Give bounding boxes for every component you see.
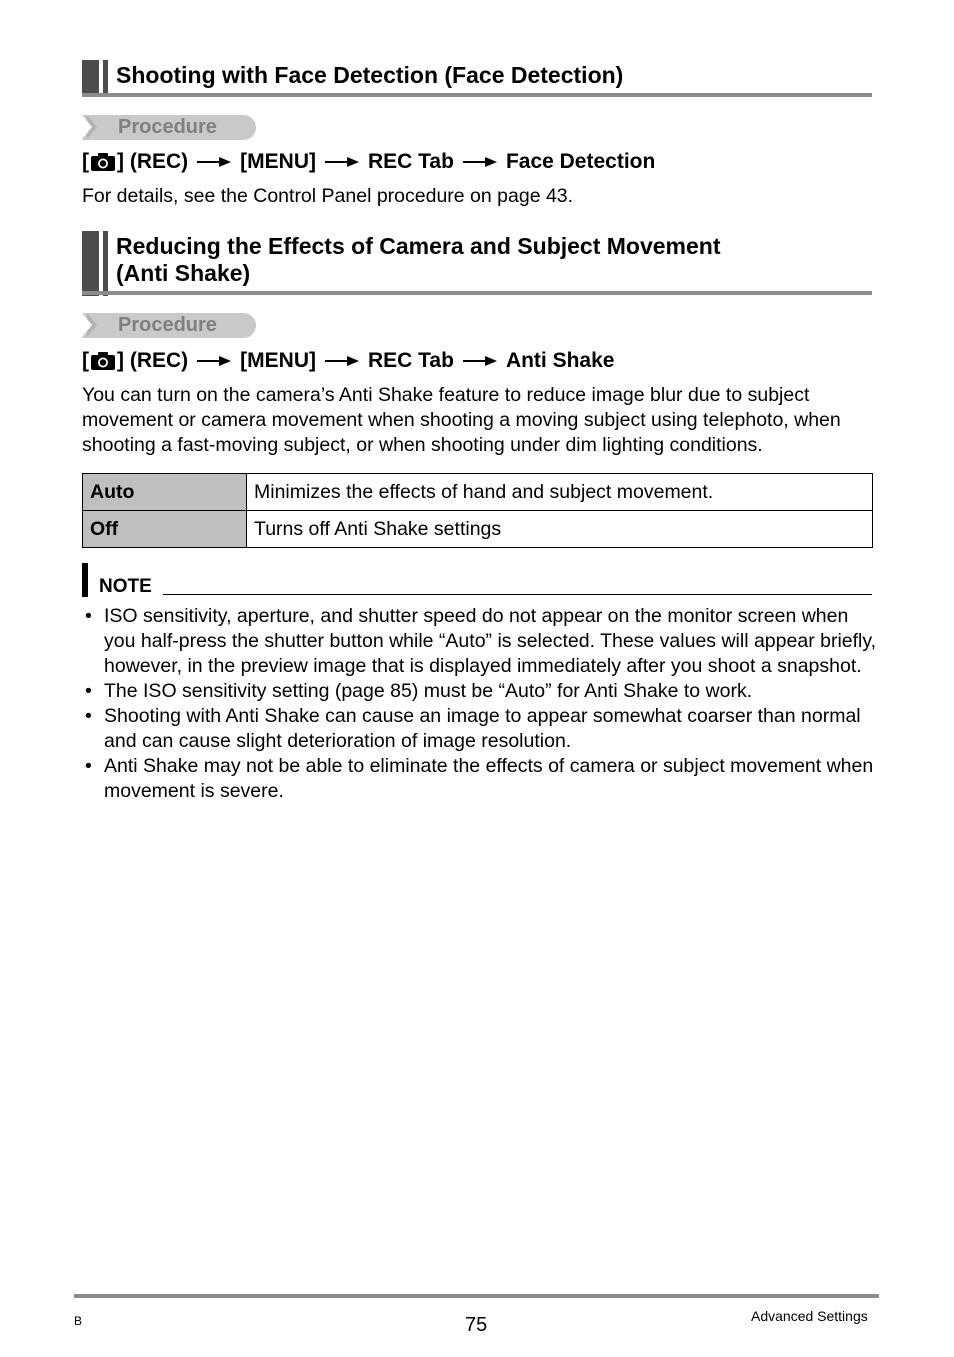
menu-item-label: Anti Shake <box>505 349 615 372</box>
options-table <box>82 473 873 548</box>
arrow-right-icon <box>463 156 497 168</box>
heading-bar-thin <box>103 60 108 97</box>
bullet: • <box>85 755 92 777</box>
bracket-open: [ <box>82 150 89 173</box>
menu-item-label: Face Detection <box>505 150 656 173</box>
note-bar <box>82 563 88 597</box>
table-key: Auto <box>83 474 247 511</box>
procedure-text: Procedure <box>118 116 217 138</box>
procedure-text: Procedure <box>118 314 217 336</box>
section-heading-anti-shake <box>82 231 872 296</box>
list-item <box>82 604 877 679</box>
section-title: Shooting with Face Detection (Face Detection) <box>116 62 624 88</box>
camera-icon <box>90 351 116 371</box>
section-heading-face-detection <box>82 60 872 97</box>
note-text: Anti Shake may not be able to eliminate the effects of camera or subject movement when movement is severe. <box>104 755 874 802</box>
note-text: The ISO sensitivity setting (page 85) must be “Auto” for Anti Shake to work. <box>104 680 753 702</box>
section-title-line1: Reducing the Effects of Camera and Subject Movement <box>116 233 721 259</box>
procedure-label <box>82 313 256 338</box>
bracket-open: [ <box>82 349 89 372</box>
heading-bar-thin <box>103 231 108 296</box>
menu-label: [MENU] <box>240 150 316 173</box>
menu-label: [MENU] <box>240 349 316 372</box>
arrow-right-icon <box>325 355 359 367</box>
bullet: • <box>85 680 92 702</box>
heading-rule <box>82 93 872 97</box>
list-item <box>82 679 877 704</box>
footer-chapter-title: Advanced Settings <box>751 1308 868 1324</box>
heading-bar <box>82 60 99 97</box>
arrow-right-icon <box>197 355 231 367</box>
rec-label: ] (REC) <box>117 150 189 173</box>
details-text: For details, see the Control Panel procedure on page 43. <box>82 185 574 207</box>
table-key: Off <box>83 511 247 548</box>
table-row <box>83 474 873 511</box>
arrow-right-icon <box>463 355 497 367</box>
heading-bar <box>82 231 99 296</box>
procedure-label <box>82 115 256 140</box>
bullet: • <box>85 705 92 727</box>
menu-path <box>82 349 614 373</box>
tab-label: REC Tab <box>367 150 454 173</box>
note-text: ISO sensitivity, aperture, and shutter speed do not appear on the monitor screen when you half-press the shutter button while “Auto” is selected. These values will appear briefly, however, in the preview image that is displayed immediately after you shoot a snapshot. <box>104 605 877 677</box>
tab-label: REC Tab <box>367 349 454 372</box>
table-value: Minimizes the effects of hand and subject movement. <box>247 474 873 511</box>
note-label: NOTE <box>99 576 152 597</box>
arrow-right-icon <box>197 156 231 168</box>
menu-path <box>82 150 655 174</box>
list-item <box>82 704 877 754</box>
arrow-right-icon <box>325 156 359 168</box>
page-number: 75 <box>465 1314 488 1336</box>
table-value: Turns off Anti Shake settings <box>247 511 873 548</box>
footer-language-code: B <box>74 1314 83 1328</box>
anti-shake-description: You can turn on the camera’s Anti Shake feature to reduce image blur due to subject movement or camera movement when shooting a moving subject using telephoto, when shooting a fast-moving subject, or when shooting under dim lighting conditions. <box>82 384 841 456</box>
note-list <box>82 604 877 804</box>
table-row <box>83 511 873 548</box>
list-item <box>82 754 877 804</box>
footer-rule <box>74 1294 879 1298</box>
heading-rule <box>82 291 872 295</box>
note-text: Shooting with Anti Shake can cause an image to appear somewhat coarser than normal and can cause slight deterioration of image resolution. <box>104 705 861 752</box>
section-title-line2: (Anti Shake) <box>116 260 251 286</box>
bullet: • <box>85 605 92 627</box>
note-rule <box>163 594 872 595</box>
rec-label: ] (REC) <box>117 349 189 372</box>
camera-icon <box>90 152 116 172</box>
